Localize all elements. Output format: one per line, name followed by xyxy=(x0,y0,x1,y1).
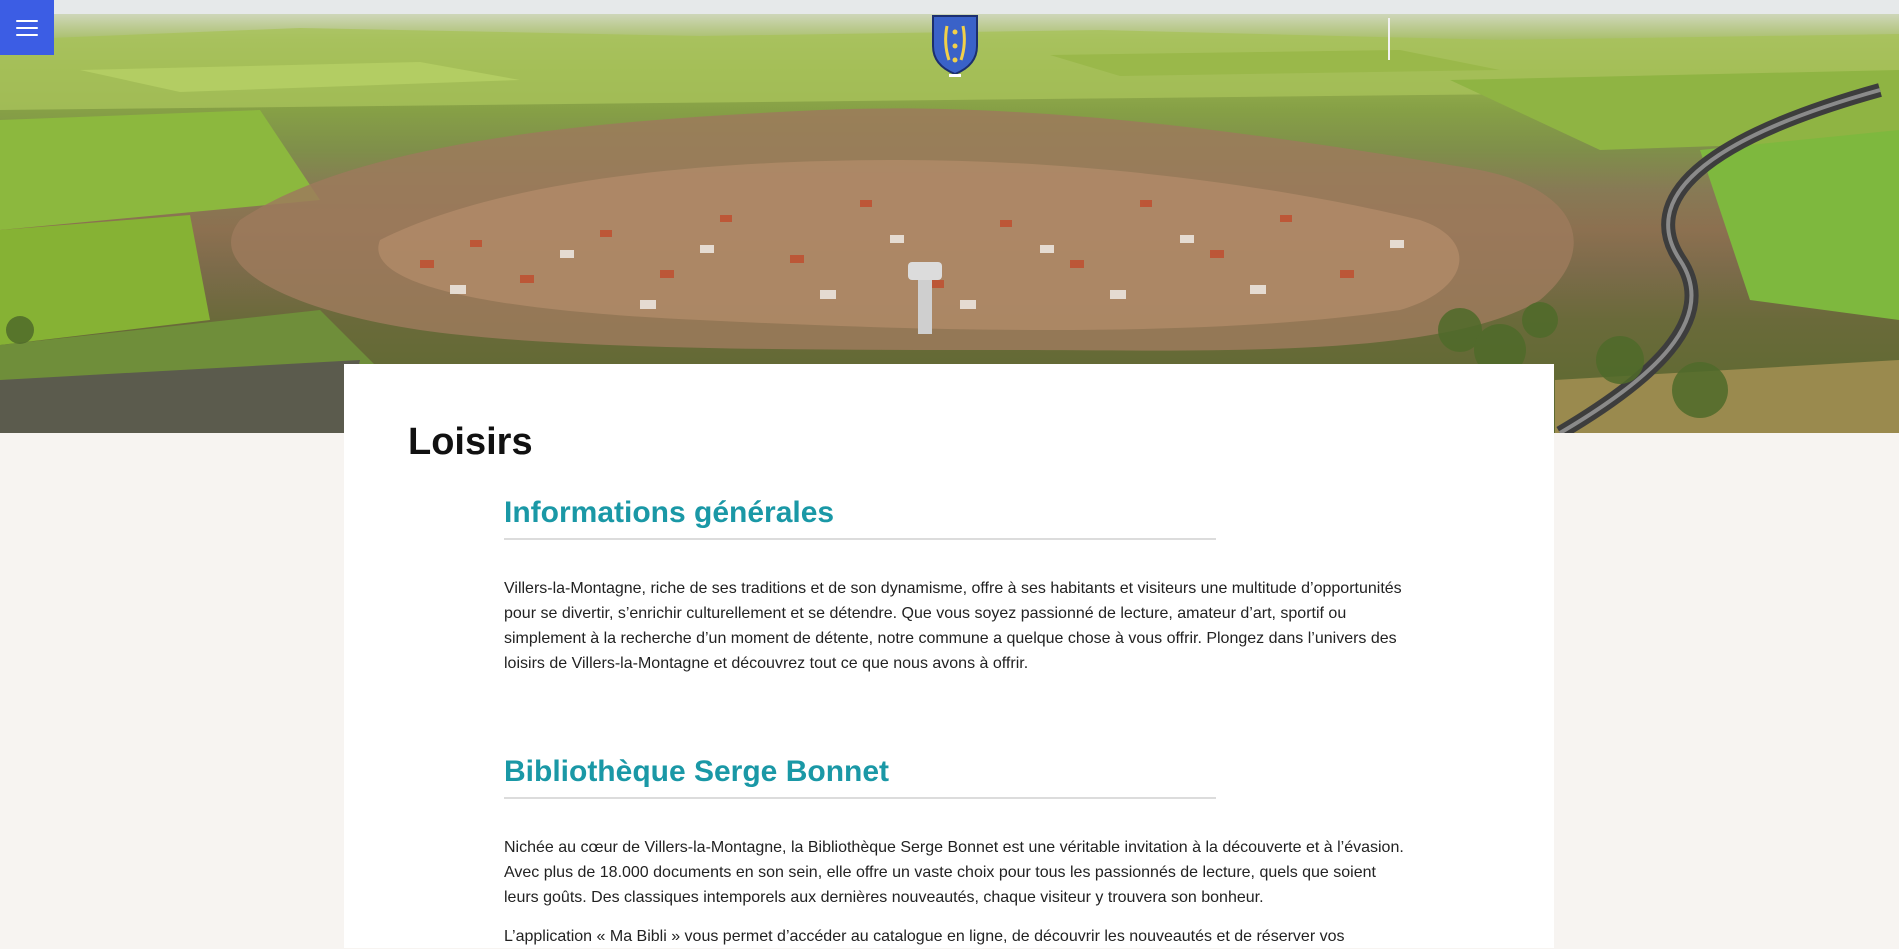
content-card xyxy=(344,364,1554,948)
hamburger-menu-icon xyxy=(16,20,38,36)
section-paragraph: Nichée au cœur de Villers-la-Montagne, la Bibliothèque Serge Bonnet est une véritable invitation à la découverte et à l’évasion. Avec plus de 18.000 documents en son sein, elle offre un vaste choix pour tous les passionnés de lecture, quels que soient leurs goûts. Des classiques intemporels aux dernières nouveautés, chaque visiteur y trouvera son bonheur. xyxy=(504,839,1404,906)
page-title: Loisirs xyxy=(408,421,533,463)
section-divider xyxy=(504,538,1216,540)
coat-of-arms-icon[interactable] xyxy=(929,12,981,78)
section-informations-generales xyxy=(504,494,1404,676)
section-divider xyxy=(504,797,1216,799)
section-heading: Informations générales xyxy=(504,496,835,529)
section-paragraph: Villers-la-Montagne, riche de ses traditions et de son dynamisme, offre à ses habitants et visiteurs une multitude d’opportunités pour se divertir, s’enrichir culturellement et se détendre. Que vous soyez passionné de lecture, amateur d’art, sportif ou simplement à la recherche d’un moment de détente, notre commune a quelque chose à vous offrir. Plongez dans l’univers des loisirs de Villers-la-Montagne et découvrez tout ce que nous avons à offrir. xyxy=(504,580,1402,672)
section-heading: Bibliothèque Serge Bonnet xyxy=(504,755,890,788)
section-paragraph: L’application « Ma Bibli » vous permet d’accéder au catalogue en ligne, de découvrir les nouveautés et de réserver vos xyxy=(504,928,1345,945)
section-bibliotheque xyxy=(504,753,1404,949)
menu-button[interactable] xyxy=(0,0,54,55)
